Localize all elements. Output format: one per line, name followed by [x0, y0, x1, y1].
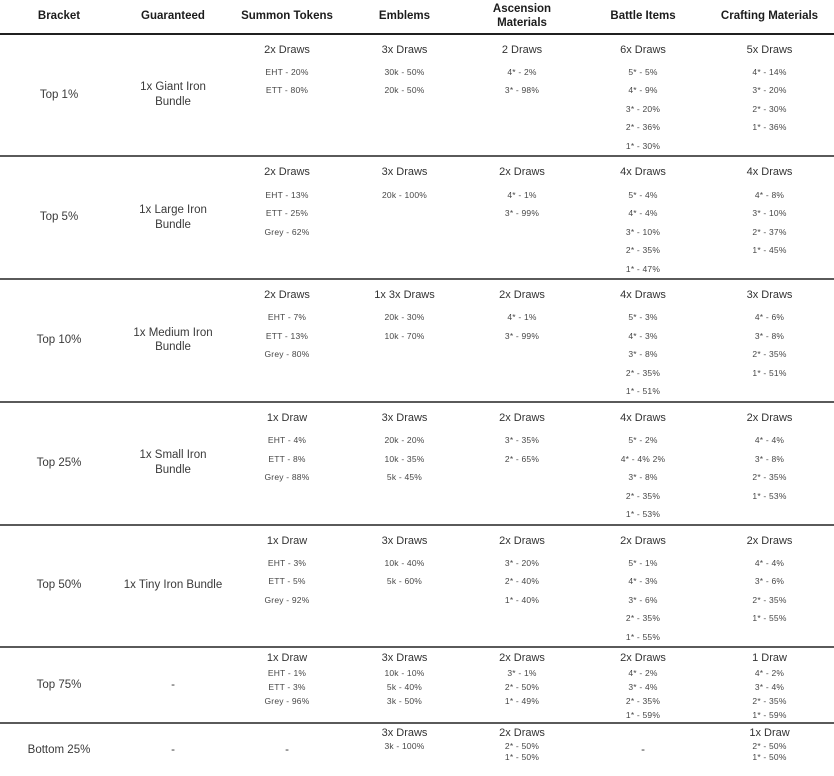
rarity-rate: 3* - 6% [754, 576, 785, 587]
rarity-rate: 3* - 10% [752, 208, 787, 219]
rate-details [584, 63, 702, 156]
rate-details [708, 666, 831, 722]
draw-count: 1 Draw [752, 652, 787, 665]
rate-details [584, 186, 702, 279]
draw-count: 4x Draws [746, 166, 793, 179]
emblems-cell [346, 279, 463, 402]
column-header-emblems: Emblems [346, 0, 463, 34]
bracket-cell [0, 402, 118, 525]
rarity-rate: 3* - 1% [507, 668, 537, 679]
summon-tokens-cell [228, 647, 346, 723]
column-header-bracket: Bracket [0, 0, 118, 34]
bracket-text: Top 50% [36, 579, 82, 592]
rarity-rate: 20k - 20% [384, 435, 425, 445]
draw-count: 2 Draws [501, 43, 543, 56]
rarity-rate: Grey - 62% [264, 226, 310, 237]
battle-items-text: - [641, 743, 645, 756]
guaranteed-cell [118, 647, 228, 723]
rarity-rate: 4* - 4% [628, 208, 658, 219]
rarity-rate: 2* - 37% [752, 226, 787, 237]
rarity-rate: 5* - 5% [628, 66, 658, 77]
draw-count: 1x Draw [266, 652, 308, 665]
rarity-rate: 5* - 3% [628, 312, 658, 323]
draw-count: 2x Draws [620, 652, 666, 665]
rarity-rate: 4* - 3% [628, 330, 658, 341]
guaranteed-text: 1x Giant Iron Bundle [140, 81, 206, 109]
rarity-rate: Grey - 96% [264, 696, 310, 707]
rarity-rate: 3* - 20% [504, 557, 540, 568]
rate-details [349, 186, 460, 205]
rarity-rate: 4* - 2% [628, 668, 658, 679]
emblems-cell [346, 723, 463, 776]
summon-tokens-text: - [285, 743, 289, 756]
rate-details [466, 741, 578, 764]
rarity-rate: 4* - 14% [752, 66, 787, 77]
draw-count: 2x Draws [499, 411, 545, 424]
rarity-rate: 2* - 35% [625, 490, 661, 501]
bracket-text: Top 25% [36, 456, 82, 469]
column-header-ascension-materials: Ascension Materials [463, 0, 581, 34]
rarity-rate: 3* - 10% [625, 226, 661, 237]
rarity-rate: EHT - 20% [265, 66, 309, 77]
rarity-rate: 2* - 35% [752, 472, 787, 482]
rarity-rate: 5k - 60% [386, 576, 423, 587]
draw-count: 1x 3x Draws [374, 289, 435, 302]
bracket-text: Top 10% [36, 334, 82, 346]
battle-items-cell [581, 723, 705, 776]
rarity-rate: 3* - 99% [504, 330, 540, 341]
rarity-rate: EHT - 7% [267, 312, 307, 323]
battle-items-cell [581, 156, 705, 279]
rate-details [349, 308, 460, 345]
crafting-materials-cell [705, 156, 834, 279]
battle-items-cell [581, 647, 705, 723]
rarity-rate: 3* - 4% [628, 682, 658, 693]
rarity-rate: 3* - 8% [754, 330, 785, 341]
rate-details [584, 431, 702, 524]
rate-details [466, 308, 578, 345]
rate-details [349, 554, 460, 591]
emblems-cell [346, 156, 463, 279]
rate-details [466, 554, 578, 610]
rarity-rate: ETT - 13% [265, 330, 309, 341]
table-row [0, 34, 834, 157]
crafting-materials-cell [705, 525, 834, 648]
rarity-rate: 2* - 35% [625, 613, 661, 624]
rarity-rate: Grey - 80% [264, 349, 310, 360]
rarity-rate: ETT - 25% [265, 208, 309, 219]
draw-count: 2x Draws [746, 411, 793, 424]
ascension-materials-cell [463, 525, 581, 648]
rarity-rate: ETT - 5% [268, 576, 306, 587]
rarity-rate: 5k - 45% [386, 472, 423, 482]
table-header [0, 0, 834, 34]
rarity-rate: 10k - 40% [384, 557, 425, 568]
draw-count: 2x Draws [499, 166, 545, 179]
ascension-materials-cell [463, 279, 581, 402]
table-row [0, 402, 834, 525]
crafting-materials-cell [705, 34, 834, 157]
draw-count: 3x Draws [746, 289, 793, 302]
draw-count: 2x Draws [499, 289, 545, 302]
draw-count: 2x Draws [620, 534, 666, 547]
draw-count: 2x Draws [499, 652, 545, 665]
rate-details [231, 666, 343, 708]
rate-details [349, 666, 460, 708]
draw-count: 2x Draws [499, 534, 545, 547]
rarity-rate: 3* - 6% [628, 594, 658, 605]
rarity-rate: 3k - 50% [386, 696, 423, 707]
rarity-rate: EHT - 13% [265, 189, 309, 200]
draw-count: 3x Draws [381, 43, 428, 56]
rarity-rate: 3* - 20% [625, 103, 661, 114]
rarity-rate: 3* - 35% [504, 435, 540, 445]
battle-items-cell [581, 34, 705, 157]
table-row [0, 647, 834, 723]
draw-count: 3x Draws [381, 534, 428, 547]
rarity-rate: 2* - 50% [752, 740, 787, 751]
crafting-materials-cell [705, 402, 834, 525]
guaranteed-cell [118, 156, 228, 279]
summon-tokens-cell [228, 402, 346, 525]
battle-items-cell [581, 279, 705, 402]
rate-details [231, 63, 343, 100]
emblems-cell [346, 402, 463, 525]
table-row [0, 279, 834, 402]
rarity-rate: 5* - 1% [628, 557, 658, 568]
rate-details [584, 666, 702, 722]
draw-count: 2x Draws [746, 534, 793, 547]
bracket-text: Top 5% [39, 211, 79, 224]
rarity-rate: 1* - 47% [625, 263, 661, 274]
rarity-rate: 1* - 49% [504, 696, 540, 707]
rarity-rate: 2* - 50% [504, 682, 540, 693]
rate-details [349, 431, 460, 487]
column-header-summon-tokens: Summon Tokens [228, 0, 346, 34]
draw-count: 6x Draws [620, 43, 666, 56]
rarity-rate: 5k - 40% [386, 682, 423, 693]
rarity-rate: 1* - 51% [625, 386, 661, 397]
draw-count: 4x Draws [620, 166, 666, 179]
draw-count: 2x Draws [264, 166, 310, 179]
guaranteed-text: 1x Small Iron Bundle [139, 449, 207, 477]
rarity-rate: 2* - 50% [504, 740, 540, 751]
rarity-rate: ETT - 8% [268, 453, 306, 464]
rate-details [231, 308, 343, 364]
rate-details [466, 63, 578, 100]
draw-count: 3x Draws [381, 652, 428, 665]
rarity-rate: 3k - 100% [384, 740, 425, 751]
rate-details [466, 186, 578, 223]
column-header-crafting-materials: Crafting Materials [705, 0, 834, 34]
rarity-rate: 4* - 6% [754, 312, 785, 323]
rarity-rate: 2* - 35% [752, 696, 787, 707]
rarity-rate: ETT - 80% [265, 85, 309, 96]
rarity-rate: 2* - 35% [752, 594, 787, 605]
rate-details [349, 63, 460, 100]
bracket-cell [0, 34, 118, 157]
rarity-rate: 1* - 30% [625, 140, 661, 151]
rate-details [466, 666, 578, 708]
ascension-materials-cell [463, 647, 581, 723]
bracket-text: Top 1% [39, 88, 79, 101]
rarity-rate: 4* - 9% [628, 85, 658, 96]
table-body [0, 34, 834, 776]
table-row [0, 723, 834, 776]
rarity-rate: EHT - 1% [267, 668, 307, 679]
draw-count: 1x Draw [749, 727, 790, 740]
header-row [0, 0, 834, 34]
rarity-rate: 2* - 30% [752, 103, 787, 114]
rate-details [708, 431, 831, 505]
ascension-materials-cell [463, 402, 581, 525]
crafting-materials-cell [705, 647, 834, 723]
bracket-cell [0, 723, 118, 776]
rate-details [708, 186, 831, 260]
guaranteed-text: 1x Large Iron Bundle [139, 203, 207, 231]
rate-details [231, 554, 343, 610]
battle-items-cell [581, 402, 705, 525]
rarity-rate: 10k - 10% [384, 668, 425, 679]
guaranteed-text: 1x Medium Iron Bundle [133, 326, 213, 354]
rarity-rate: 4* - 4% [754, 557, 785, 568]
table-row [0, 525, 834, 648]
rarity-rate: 5* - 4% [628, 189, 658, 200]
ascension-materials-cell [463, 34, 581, 157]
rarity-rate: 1* - 45% [752, 245, 787, 256]
summon-tokens-cell [228, 34, 346, 157]
bracket-cell [0, 156, 118, 279]
rarity-rate: 2* - 40% [504, 576, 540, 587]
rarity-rate: 1* - 53% [625, 509, 661, 519]
rarity-rate: 1* - 50% [752, 752, 787, 763]
bracket-cell [0, 647, 118, 723]
emblems-cell [346, 525, 463, 648]
rarity-rate: 1* - 55% [625, 631, 661, 642]
rarity-rate: 4* - 1% [507, 312, 537, 323]
rate-details [231, 431, 343, 487]
draw-count: 1x Draw [266, 411, 308, 424]
emblems-cell [346, 647, 463, 723]
rate-details [708, 308, 831, 382]
rarity-rate: ETT - 3% [268, 682, 306, 693]
column-header-battle-items: Battle Items [581, 0, 705, 34]
rarity-rate: 1* - 36% [752, 122, 787, 133]
rarity-rate: 4* - 1% [507, 189, 537, 200]
guaranteed-text: - [171, 743, 175, 756]
rate-details [466, 431, 578, 468]
rarity-rate: 3* - 20% [752, 85, 787, 96]
summon-tokens-cell [228, 156, 346, 279]
draw-count: 2x Draws [264, 289, 310, 302]
rarity-rate: 1* - 55% [752, 613, 787, 624]
rate-details [349, 741, 460, 753]
guaranteed-cell [118, 34, 228, 157]
rarity-rate: 3* - 8% [628, 349, 658, 360]
rarity-rate: 1* - 40% [504, 594, 540, 605]
rarity-rate: 3* - 4% [754, 682, 785, 693]
guaranteed-cell [118, 723, 228, 776]
rarity-rate: 4* - 2% [754, 668, 785, 679]
battle-items-cell [581, 525, 705, 648]
rarity-rate: 1* - 50% [504, 752, 540, 763]
draw-count: 2x Draws [264, 43, 310, 56]
rarity-rate: 20k - 100% [382, 189, 427, 200]
rarity-rate: 20k - 30% [384, 312, 425, 323]
bracket-text: Bottom 25% [27, 743, 91, 756]
rarity-rate: 10k - 35% [384, 453, 425, 464]
rarity-rate: Grey - 92% [264, 594, 310, 605]
rarity-rate: 2* - 35% [625, 245, 661, 256]
emblems-cell [346, 34, 463, 157]
rarity-rate: 1* - 59% [752, 710, 787, 721]
bracket-text: Top 75% [36, 678, 82, 691]
rarity-rate: 1* - 51% [752, 367, 787, 378]
rarity-rate: 2* - 36% [625, 122, 661, 133]
rate-details [584, 308, 702, 401]
ascension-materials-cell [463, 156, 581, 279]
rarity-rate: Grey - 88% [264, 472, 310, 482]
crafting-materials-cell [705, 279, 834, 402]
draw-count: 1x Draw [266, 534, 308, 547]
bracket-cell [0, 279, 118, 402]
rarity-rate: 5* - 2% [628, 435, 658, 445]
rarity-rate: 2* - 35% [625, 696, 661, 707]
column-header-guaranteed: Guaranteed [118, 0, 228, 34]
rarity-rate: 4* - 4% [754, 435, 785, 445]
crafting-materials-cell [705, 723, 834, 776]
rarity-rate: 3* - 8% [754, 453, 785, 464]
rarity-rate: 10k - 70% [384, 330, 425, 341]
rarity-rate: 2* - 35% [752, 349, 787, 360]
rate-details [231, 186, 343, 242]
rate-details [584, 554, 702, 647]
guaranteed-cell [118, 525, 228, 648]
rarity-rate: 2* - 65% [504, 453, 540, 464]
guaranteed-cell [118, 279, 228, 402]
draw-count: 3x Draws [381, 411, 428, 424]
draw-count: 4x Draws [620, 289, 666, 302]
rarity-rate: 30k - 50% [384, 66, 425, 77]
rate-details [708, 63, 831, 137]
summon-tokens-cell [228, 723, 346, 776]
ascension-materials-cell [463, 723, 581, 776]
rarity-rate: EHT - 4% [267, 435, 307, 445]
rarity-rate: 4* - 2% [507, 66, 537, 77]
guaranteed-cell [118, 402, 228, 525]
draw-count: 5x Draws [746, 43, 793, 56]
table-row [0, 156, 834, 279]
rarity-rate: 20k - 50% [384, 85, 425, 96]
rate-details [708, 554, 831, 628]
draw-count: 2x Draws [499, 727, 545, 740]
rarity-rate: 3* - 98% [504, 85, 540, 96]
summon-tokens-cell [228, 279, 346, 402]
rarity-rate: 1* - 53% [752, 490, 787, 501]
rarity-rate: 4* - 3% [628, 576, 658, 587]
rarity-rate: 4* - 4% 2% [620, 453, 666, 464]
guaranteed-text: 1x Tiny Iron Bundle [123, 579, 223, 592]
rarity-rate: 1* - 59% [625, 710, 661, 721]
summon-tokens-cell [228, 525, 346, 648]
rate-details [708, 741, 831, 764]
bracket-cell [0, 525, 118, 648]
draw-count: 4x Draws [620, 411, 666, 424]
draw-count: 3x Draws [381, 727, 428, 740]
rarity-rate: 2* - 35% [625, 367, 661, 378]
guaranteed-text: - [171, 678, 175, 691]
rarity-rate: 4* - 8% [754, 189, 785, 200]
rarity-rate: 3* - 99% [504, 208, 540, 219]
rarity-rate: EHT - 3% [267, 557, 307, 568]
rarity-rate: 3* - 8% [628, 472, 658, 482]
draw-count: 3x Draws [381, 166, 428, 179]
